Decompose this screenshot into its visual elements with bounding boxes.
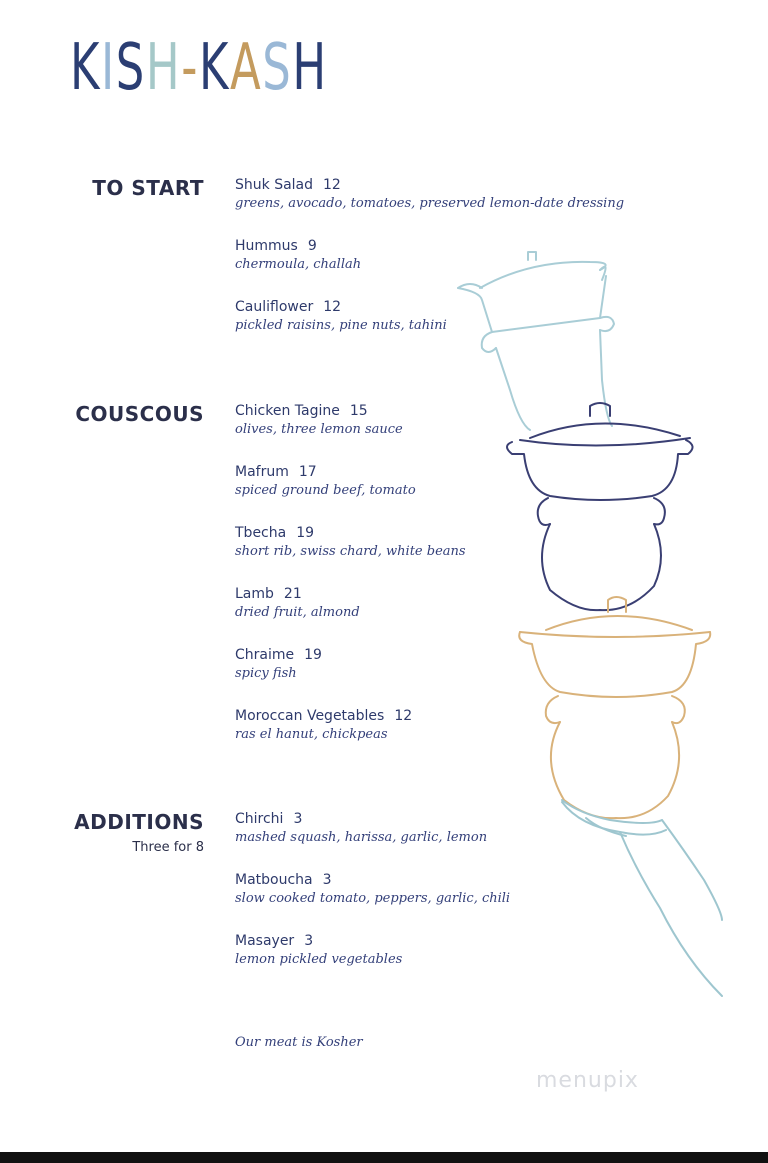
top-pot-drawing: [458, 252, 614, 430]
stacked-pots-illustration: [440, 240, 730, 1000]
logo-letter: H: [292, 31, 328, 105]
item-price: 19: [304, 647, 322, 663]
section-title-couscous: COUSCOUS: [75, 402, 204, 426]
item-name: Mafrum: [235, 464, 289, 480]
item-description: chermoula, challah: [235, 257, 362, 272]
logo-letter: K: [198, 31, 230, 105]
item-name: Shuk Salad: [235, 177, 314, 193]
item-name: Tbecha: [235, 525, 287, 541]
item-description: olives, three lemon sauce: [235, 422, 403, 437]
item-name: Chirchi: [235, 811, 284, 827]
menupix-watermark: menupix: [536, 1068, 639, 1093]
section-title-additions: ADDITIONS: [74, 810, 204, 834]
item-price: 19: [296, 525, 315, 541]
item-name: Chraime: [235, 647, 295, 663]
item-name: Masayer: [235, 933, 295, 949]
item-description: slow cooked tomato, peppers, garlic, chili: [235, 891, 511, 906]
logo-letter: S: [115, 31, 146, 105]
menu-item: [235, 708, 412, 742]
logo-letter: H: [145, 31, 182, 105]
logo-letter: -: [181, 31, 199, 105]
item-price: 3: [322, 872, 332, 888]
section-subtitle-additions: Three for 8: [132, 840, 204, 855]
item-price: 3: [304, 933, 314, 949]
menu-item: [235, 647, 322, 681]
menu-item: [235, 299, 447, 333]
item-name: Cauliflower: [235, 299, 314, 315]
kosher-note: Our meat is Kosher: [235, 1035, 363, 1050]
item-price: 12: [394, 708, 413, 724]
item-description: greens, avocado, tomatoes, preserved lemon-date dressing: [235, 196, 625, 211]
item-price: 17: [298, 464, 317, 480]
logo-letter: K: [70, 31, 102, 105]
lower-pot-drawing: [519, 597, 710, 818]
item-description: lemon pickled vegetables: [235, 952, 403, 967]
restaurant-logo: [70, 31, 328, 105]
item-description: dried fruit, almond: [235, 605, 360, 620]
item-price: 21: [283, 586, 302, 602]
logo-letter: S: [262, 31, 293, 105]
bottom-bar: [0, 1152, 768, 1163]
item-description: spiced ground beef, tomato: [235, 483, 416, 498]
item-description: mashed squash, harissa, garlic, lemon: [235, 830, 488, 845]
section-title-to-start: TO START: [92, 176, 204, 200]
logo-letter: A: [229, 31, 263, 105]
middle-pot-drawing: [507, 403, 693, 610]
item-price: 3: [293, 811, 303, 827]
item-description: pickled raisins, pine nuts, tahini: [235, 318, 447, 333]
item-description: ras el hanut, chickpeas: [235, 727, 388, 742]
item-description: spicy fish: [235, 666, 297, 681]
item-price: 12: [323, 299, 342, 315]
item-name: Hummus: [235, 238, 298, 254]
menu-item: [235, 933, 402, 967]
hand-drawing: [562, 800, 722, 996]
item-name: Moroccan Vegetables: [235, 708, 385, 724]
menu-item: [235, 403, 403, 437]
menu-item: [235, 525, 466, 559]
item-name: Matboucha: [235, 872, 313, 888]
menu-item: [235, 464, 416, 498]
item-price: 12: [323, 177, 341, 193]
menu-item: [235, 177, 624, 211]
item-name: Lamb: [235, 586, 274, 602]
menu-item: [235, 586, 360, 620]
item-name: Chicken Tagine: [235, 403, 340, 419]
item-price: 9: [307, 238, 317, 254]
logo-letter: I: [101, 31, 116, 105]
menu-item: [235, 238, 361, 272]
item-description: short rib, swiss chard, white beans: [235, 544, 466, 559]
item-price: 15: [349, 403, 368, 419]
